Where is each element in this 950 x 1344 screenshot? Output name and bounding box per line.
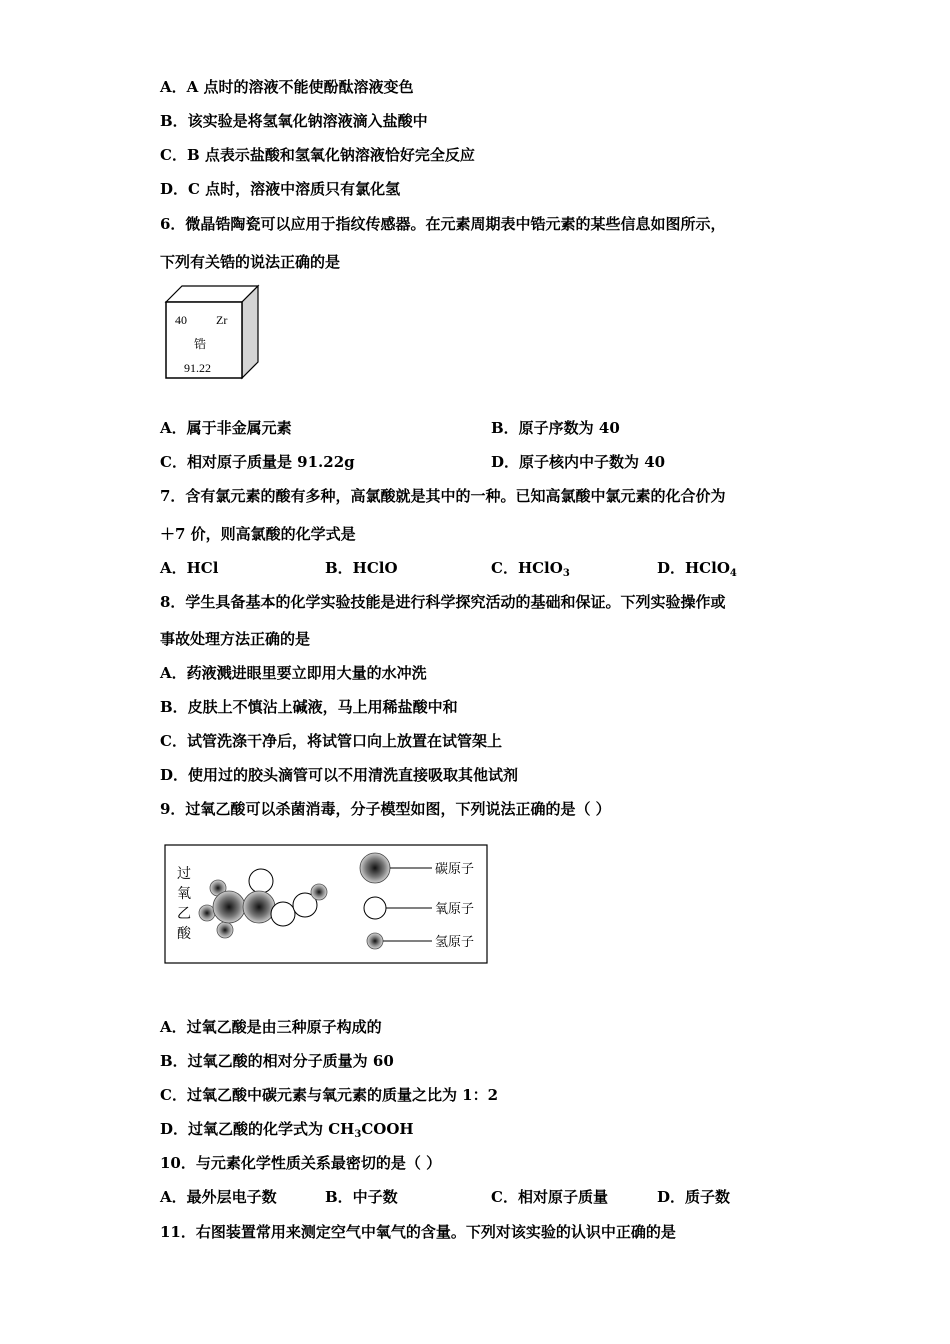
figure-title-char-1: 过 [177,866,191,882]
legend-hydrogen-icon [367,933,383,949]
q6-option-a: A．属于非金属元素 [160,419,292,437]
q8-option-b: B．皮肤上不慎沾上碱液，马上用稀盐酸中和 [160,698,458,716]
q5-option-b: B．该实验是将氢氧化钠溶液滴入盐酸中 [160,112,428,130]
q9-option-d: D．过氧乙酸的化学式为 $CH_3COOH$ [160,1120,414,1140]
element-symbol: Zr [216,313,228,327]
q7-stem-line-2: ＋7 价，则高氯酸的化学式是 [160,525,356,543]
q7-option-b: B．HClO [325,559,398,577]
q8-option-a: A．药液溅进眼里要立即用大量的水冲洗 [160,664,427,682]
q10-stem: 10．与元素化学性质关系最密切的是（ ） [160,1154,442,1172]
q6-stem-line-1: 6．微晶锆陶瓷可以应用于指纹传感器。在元素周期表中锆元素的某些信息如图所示， [160,215,726,233]
q8-stem-line-2: 事故处理方法正确的是 [160,630,311,648]
q11-stem: 11．右图装置常用来测定空气中氧气的含量。下列对该实验的认识中正确的是 [160,1223,676,1241]
hydrogen-atom [217,922,233,938]
q6-option-c: C．相对原子质量是 91.22g [160,453,355,471]
oxygen-atom [249,869,273,893]
q9-option-a: A．过氧乙酸是由三种原子构成的 [160,1018,382,1036]
legend-carbon-icon [360,853,390,883]
figure-title-char-4: 酸 [177,926,191,942]
q7-stem-line-1: 7．含有氯元素的酸有多种，高氯酸就是其中的一种。已知高氯酸中氯元素的化合价为 [160,487,726,505]
legend-carbon-label: 碳原子 [435,862,475,877]
zirconium-element-card [160,284,264,384]
hydrogen-atom [199,905,215,921]
q9-option-b: B．过氧乙酸的相对分子质量为 60 [160,1052,394,1070]
figure-title-char-3: 乙 [177,906,191,922]
q9-option-c: C．过氧乙酸中碳元素与氧元素的质量之比为 1：2 [160,1086,499,1104]
q6-stem-line-2: 下列有关锆的说法正确的是 [160,253,341,271]
q10-option-d: D．质子数 [657,1188,731,1206]
element-atomic-mass: 91.22 [184,361,211,375]
legend-oxygen-label: 氧原子 [435,902,475,917]
hydrogen-atom [311,884,327,900]
q7-option-c: C．HClO$_3$ [491,559,570,579]
q7-option-d: D．HClO$_4$ [657,559,737,579]
legend-hydrogen-label: 氢原子 [435,935,475,950]
q10-option-a: A．最外层电子数 [160,1188,277,1206]
figure-title-char-2: 氧 [177,886,191,902]
peracetic-acid-molecule-model [164,844,490,966]
q5-option-c: C．B 点表示盐酸和氢氧化钠溶液恰好完全反应 [160,146,475,164]
q9-stem: 9．过氧乙酸可以杀菌消毒，分子模型如图，下列说法正确的是（ ） [160,800,611,818]
oxygen-atom [271,902,295,926]
q7-option-a: A．HCl [160,559,219,577]
q10-option-c: C．相对原子质量 [491,1188,608,1206]
element-atomic-number: 40 [175,313,187,327]
carbon-atom [213,891,245,923]
element-name: 锆 [194,337,207,351]
q8-option-c: C．试管洗涤干净后，将试管口向上放置在试管架上 [160,732,502,750]
q8-option-d: D．使用过的胶头滴管可以不用清洗直接吸取其他试剂 [160,766,519,784]
q6-option-d: D．原子核内中子数为 40 [491,453,666,471]
q5-option-d: D．C 点时，溶液中溶质只有氯化氢 [160,180,401,198]
q6-option-b: B．原子序数为 40 [491,419,620,437]
legend-oxygen-icon [364,897,386,919]
q8-stem-line-1: 8．学生具备基本的化学实验技能是进行科学探究活动的基础和保证。下列实验操作或 [160,593,726,611]
q10-option-b: B．中子数 [325,1188,398,1206]
carbon-atom [243,891,275,923]
q5-option-a: A．A 点时的溶液不能使酚酞溶液变色 [160,78,414,96]
